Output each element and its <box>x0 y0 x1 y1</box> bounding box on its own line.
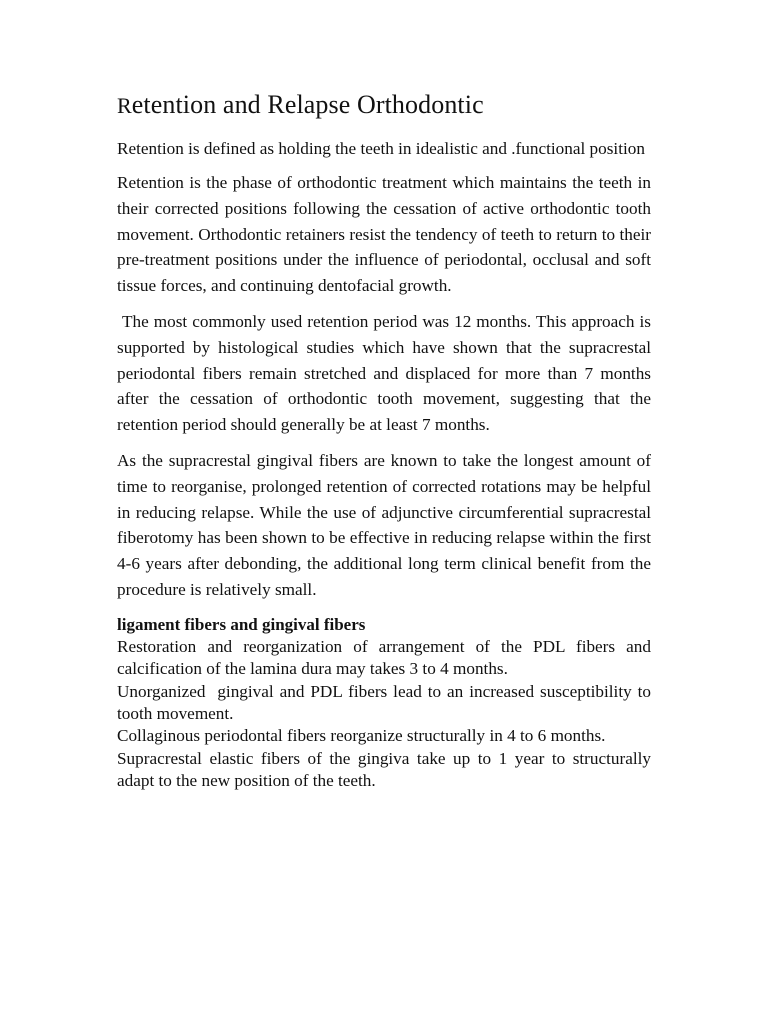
section-line-supracrestal: Supracrestal elastic fibers of the gingiva take up to 1 year to structurally adapt to the new position of the teeth. <box>117 748 651 791</box>
paragraph-retention-phase: Retention is the phase of orthodontic treatment which maintains the teeth in their corrected positions following the cessation of active orthodontic tooth movement. Orthodontic retainers resist the tendency of teeth to return to their pre-treatment positions under the influence of periodontal, occlusal and soft tissue forces, and continuing dentofacial growth. <box>117 173 651 296</box>
title-rest: etention and Relapse Orthodontic <box>131 90 484 119</box>
document-title <box>117 88 651 123</box>
intro-paragraph: Retention is defined as holding the teeth in idealistic and .functional position <box>117 139 645 158</box>
section-line-restoration: Restoration and reorganization of arrangement of the PDL fibers and calcification of the lamina dura may takes 3 to 4 months. <box>117 636 651 679</box>
document-page <box>117 88 656 793</box>
section-line-collaginous: Collaginous periodontal fibers reorganize structurally in 4 to 6 months. <box>117 726 606 746</box>
title-first-letter: R <box>117 93 132 118</box>
section-line-unorganized: Unorganized gingival and PDL fibers lead to an increased susceptibility to tooth movement. <box>117 681 656 723</box>
paragraph-retention-period: The most commonly used retention period was 12 months. This approach is supported by histological studies which have shown that the supracrestal periodontal fibers remain stretched and displaced for more than 7 months after the cessation of orthodontic tooth movement, suggesting that the retention period should generally be at least 7 months. <box>117 311 656 435</box>
paragraph-gingival-fibers: As the supracrestal gingival fibers are known to take the longest amount of time to reorganise, prolonged retention of corrected rotations may be helpful in reducing relapse. While the use of adjunctive circumferential supracrestal fiberotomy has been shown to be effective in reducing relapse within the first 4-6 years after debonding, the additional long term clinical benefit from the procedure is relatively small. <box>117 450 651 599</box>
section-heading: ligament fibers and gingival fibers <box>117 614 366 634</box>
